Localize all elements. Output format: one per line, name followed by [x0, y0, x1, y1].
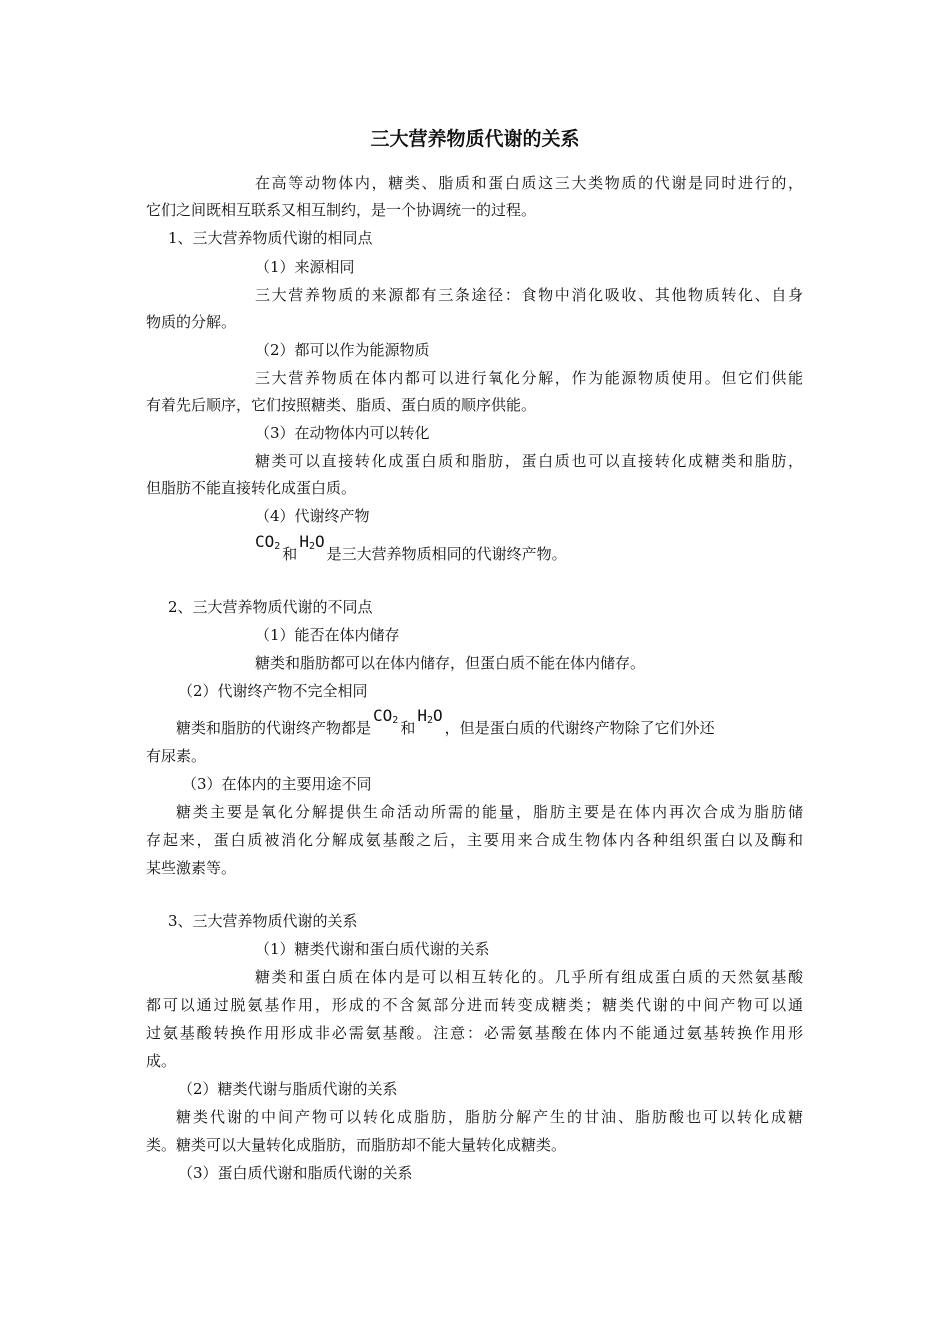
s3-p1-line-2: 都可以通过脱氨基作用，形成的不含氮部分进而转变成糖类；糖类代谢的中间产物可以通 — [146, 996, 803, 1014]
and-word: 和 — [282, 545, 298, 563]
s3-p1-line-4: 成。 — [146, 1052, 177, 1070]
s1-p2-line-2: 有着先后顺序，它们按照糖类、脂质、蛋白质的顺序供能。 — [146, 396, 537, 414]
s2-p3-heading: （3）在体内的主要用途不同 — [182, 775, 372, 793]
s3-p2-heading: （2）糖类代谢与脂质代谢的关系 — [178, 1080, 398, 1098]
s1-p3-heading: （3）在动物体内可以转化 — [255, 424, 430, 442]
section-3-heading: 3、三大营养物质代谢的关系 — [168, 912, 358, 930]
h2o-formula: $H_2O$ — [417, 706, 443, 726]
s2-p1-heading: （1）能否在体内储存 — [255, 626, 400, 644]
s1-p4-rest: 是三大营养物质相同的代谢终产物。 — [326, 545, 567, 563]
s3-p3-heading: （3）蛋白质代谢和脂质代谢的关系 — [178, 1164, 413, 1182]
s1-p1-line-1: 三大营养物质的来源都有三条途径：食物中消化吸收、其他物质转化、自身 — [255, 286, 803, 304]
s2-p2-line-2: 有尿素。 — [146, 747, 207, 765]
intro-line-1: 在高等动物体内，糖类、脂质和蛋白质这三大类物质的代谢是同时进行的， — [255, 174, 803, 192]
co2-formula: $CO_2$ — [255, 532, 281, 552]
s1-p3-line-2: 但脂肪不能直接转化成蛋白质。 — [146, 479, 357, 497]
s2-p2-pre: 糖类和脂肪的代谢终产物都是 — [176, 719, 372, 737]
s3-p1-line-3: 过氨基酸转换作用形成非必需氨基酸。注意：必需氨基酸在体内不能通过氨基转换作用形 — [146, 1024, 803, 1042]
s1-p1-line-2: 物质的分解。 — [146, 313, 237, 331]
s2-p2-post: ，但是蛋白质的代谢终产物除了它们外还 — [444, 719, 715, 737]
section-2-heading: 2、三大营养物质代谢的不同点 — [168, 598, 373, 616]
s1-p2-heading: （2）都可以作为能源物质 — [255, 341, 430, 359]
s3-p1-heading: （1）糖类代谢和蛋白质代谢的关系 — [255, 940, 490, 958]
s3-p2-line-1: 糖类代谢的中间产物可以转化成脂肪，脂肪分解产生的甘油、脂肪酸也可以转化成糖 — [176, 1108, 803, 1126]
and-word: 和 — [400, 719, 416, 737]
s2-p2-formula-line — [176, 706, 715, 739]
s1-p1-heading: （1）来源相同 — [255, 258, 355, 276]
s1-p2-line-1: 三大营养物质在体内都可以进行氧化分解，作为能源物质使用。但它们供能 — [255, 369, 803, 387]
section-1-heading: 1、三大营养物质代谢的相同点 — [168, 229, 373, 247]
h2o-formula: $H_2O$ — [299, 532, 325, 552]
s2-p2-heading: （2）代谢终产物不完全相同 — [178, 682, 368, 700]
page-title: 三大营养物质代谢的关系 — [370, 128, 580, 150]
s1-p4-formula-line — [255, 532, 567, 565]
s1-p3-line-1: 糖类可以直接转化成蛋白质和脂肪，蛋白质也可以直接转化成糖类和脂肪， — [255, 452, 803, 470]
s2-p1-line-1: 糖类和脂肪都可以在体内储存，但蛋白质不能在体内储存。 — [255, 654, 646, 672]
s2-p3-line-3: 某些激素等。 — [146, 859, 237, 877]
s2-p3-line-1: 糖类主要是氧化分解提供生命活动所需的能量，脂肪主要是在体内再次合成为脂肪储 — [176, 803, 803, 821]
co2-formula: $CO_2$ — [373, 706, 399, 726]
s3-p1-line-1: 糖类和蛋白质在体内是可以相互转化的。几乎所有组成蛋白质的天然氨基酸 — [255, 968, 803, 986]
s3-p2-line-2: 类。糖类可以大量转化成脂肪，而脂肪却不能大量转化成糖类。 — [146, 1136, 567, 1154]
s2-p3-line-2: 存起来，蛋白质被消化分解成氨基酸之后，主要用来合成生物体内各种组织蛋白以及酶和 — [146, 831, 803, 849]
s1-p4-heading: （4）代谢终产物 — [255, 507, 370, 525]
intro-line-2: 它们之间既相互联系又相互制约，是一个协调统一的过程。 — [146, 201, 537, 219]
